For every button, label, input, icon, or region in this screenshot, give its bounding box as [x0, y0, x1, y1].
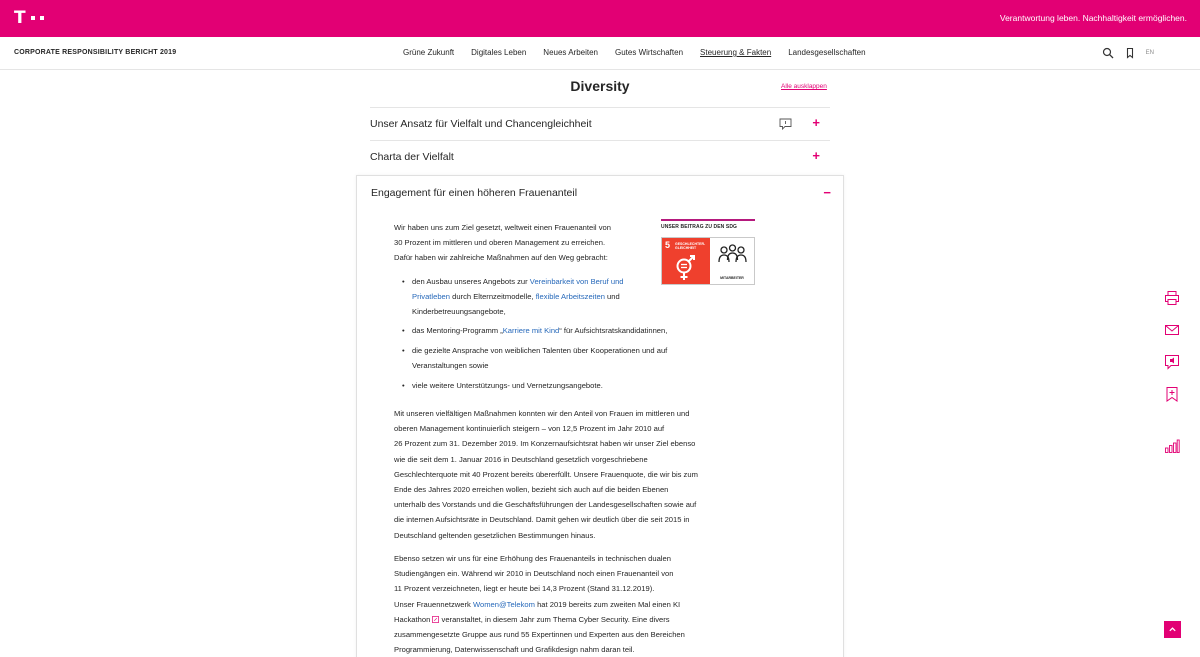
nav-item-digitales-leben[interactable]: Digitales Leben	[471, 48, 527, 57]
link-karriere-mit-kind[interactable]: Karriere mit Kind	[502, 326, 560, 335]
text-line: oberen Management kontinuierlich steigern – von 12,5 Prozent im Jahr 2010 auf	[394, 424, 665, 434]
bookmark-add-icon[interactable]	[1164, 386, 1180, 402]
link-flexible-arbeitszeiten[interactable]: flexible Arbeitszeiten	[535, 292, 605, 302]
nav-item-gruene-zukunft[interactable]: Grüne Zukunft	[403, 48, 455, 57]
accordion-item-charta[interactable]	[370, 141, 830, 175]
text-line: 11 Prozent verzeichneten, liegt er heute bei 14,3 Prozent (Stand 31.12.2019).	[394, 584, 655, 594]
text-line: Deutschland geltenden gesetzlichen Bestimmungen hinaus.	[394, 530, 596, 540]
accordion-title: Charta der Vielfalt	[370, 151, 454, 163]
nav-tools	[1102, 47, 1154, 59]
text-line: zusammengesetzte Gruppe aus rund 55 Expertinnen und Experten aus den Bereichen	[394, 630, 685, 640]
intro-paragraph	[394, 220, 664, 266]
bullet-dot: •	[402, 381, 405, 390]
bullet-dot: •	[402, 326, 405, 335]
nav-item-gutes-wirtschaften[interactable]: Gutes Wirtschaften	[615, 48, 684, 57]
expand-all-link[interactable]: Alle ausklappen	[781, 83, 827, 90]
report-brand[interactable]: CORPORATE RESPONSIBILITY BERICHT 2019	[14, 49, 177, 56]
text-line	[394, 612, 794, 627]
text-line: Mit unseren vielfältigen Maßnahmen konnten wir den Anteil von Frauen im mittleren und	[394, 409, 690, 418]
search-icon[interactable]	[1102, 47, 1114, 59]
text-segment: “ für Aufsichtsratskandidatinnen,	[559, 326, 668, 335]
main-navigation	[0, 37, 1200, 70]
text-line: 26 Prozent zum 31. Dezember 2019. Im Konzernaufsichtsrat haben wir unser Ziel ebenso	[394, 439, 696, 449]
text-line: Programmierung, Datenwissenschaft und Grafikdesign nahm daran teil.	[394, 645, 635, 655]
text-line: Geschlechterquote mit 40 Prozent bereits übererfüllt. Unsere Frauenquote, die wir bis zum	[394, 469, 698, 479]
text-line	[394, 597, 794, 612]
text-segment: Hackathon	[394, 614, 433, 624]
sdg-label: GESCHLECHTER-GLEICHHEIT	[675, 242, 706, 250]
text-segment: hat 2019 bereits zum zweiten Mal einen KI	[534, 599, 681, 609]
list-item	[402, 323, 732, 338]
text-line: Dafür haben wir zahlreiche Maßnahmen auf den Weg gebracht:	[394, 253, 608, 263]
nav-item-landesgesellschaften[interactable]: Landesgesellschaften	[788, 48, 866, 57]
sdg-caption: MITARBEITER	[720, 276, 744, 280]
bullet-dot: •	[402, 277, 405, 286]
chart-icon[interactable]	[1164, 438, 1180, 454]
collapse-minus-icon[interactable]: −	[823, 185, 831, 200]
text-line: unterhalb des Vorstands und die Geschäftsführungen der Landesgesellschaften sowie auf	[394, 500, 697, 510]
list-item	[402, 274, 732, 320]
sdg-number: 5	[665, 240, 671, 250]
accordion-title[interactable]: Engagement für einen höheren Frauenanteil	[371, 187, 578, 199]
text-segment: veranstaltet, in diesem Jahr zum Thema Cyber Security. Eine divers	[439, 614, 670, 624]
list-item-text: die gezielte Ansprache von weiblichen Talenten über Kooperationen und auf Veranstaltungen sowie	[412, 346, 668, 371]
text-line: Ende des Jahres 2020 erreichen wollen, bezieht sich auch auf die beiden Ebenen	[394, 485, 669, 495]
audio-icon[interactable]	[1164, 354, 1180, 370]
accordion-title: Unser Ansatz für Vielfalt und Chancengleichheit	[370, 118, 592, 130]
top-bar	[0, 0, 1200, 37]
nav-item-steuerung-fakten[interactable]: Steuerung & Fakten	[700, 48, 772, 57]
link-women-at-telekom[interactable]: Women@Telekom	[472, 599, 535, 609]
bullet-dot: •	[402, 346, 405, 355]
text-line: wie die seit dem 1. Januar 2016 in Deutschland gesetzlich vorgeschriebene	[394, 454, 648, 464]
text-segment: das Mentoring-Programm „	[412, 326, 503, 335]
list-item-text: viele weitere Unterstützungs- und Vernetzungsangebote.	[412, 381, 603, 390]
sdg-heading: UNSER BEITRAG ZU DEN SDG	[661, 219, 755, 230]
text-segment: den Ausbau unseres Angebots zur	[412, 277, 530, 286]
bookmark-icon[interactable]	[1124, 47, 1136, 59]
text-segment: Unser Frauennetzwerk	[394, 599, 473, 609]
technical-studies-paragraph	[394, 551, 794, 657]
text-segment: durch Elternzeitmodelle,	[450, 292, 536, 302]
back-to-top-button[interactable]	[1164, 621, 1181, 638]
text-line: 30 Prozent im mittleren und oberen Management zu erreichen.	[394, 238, 606, 248]
expand-plus-icon[interactable]: +	[812, 115, 820, 130]
text-segment: und Kinderbetreuungsangebote,	[412, 292, 620, 317]
accordion-item-ansatz[interactable]	[370, 107, 830, 141]
logo-dot	[31, 16, 35, 20]
nav-items	[403, 48, 883, 57]
list-item-text	[402, 274, 647, 320]
text-line: die internen Aufsichtsräte in Deutschland. Damit gehen wir deutlich über die seit 2015 in	[394, 515, 690, 525]
progress-paragraph	[394, 406, 794, 543]
list-item	[402, 343, 732, 373]
logo-letter: T	[14, 8, 26, 28]
text-line: Ebenso setzen wir uns für eine Erhöhung des Frauenanteils in technischen dualen	[394, 554, 671, 563]
arrow-up-icon	[1168, 625, 1177, 634]
comment-icon[interactable]	[779, 118, 792, 130]
text-line: Studiengängen ein. Während wir 2010 in Deutschland noch einen Frauenanteil von	[394, 569, 674, 579]
expand-plus-icon[interactable]: +	[812, 148, 820, 163]
list-item	[402, 378, 732, 393]
link-vereinbarkeit[interactable]: Vereinbarkeit von Beruf und Privatleben	[412, 277, 624, 302]
nav-item-neues-arbeiten[interactable]: Neues Arbeiten	[543, 48, 598, 57]
claim-text: Verantwortung leben. Nachhaltigkeit ermöglichen.	[999, 13, 1187, 23]
telekom-logo[interactable]	[14, 8, 44, 28]
text-line: Wir haben uns zum Ziel gesetzt, weltweit einen Frauenanteil von	[394, 223, 611, 232]
page-title: Diversity	[570, 78, 630, 94]
list-item-text	[402, 323, 732, 338]
mail-icon[interactable]	[1164, 322, 1180, 338]
language-switch[interactable]: EN	[1145, 50, 1154, 56]
logo-dot	[40, 16, 44, 20]
print-icon[interactable]	[1164, 290, 1180, 306]
